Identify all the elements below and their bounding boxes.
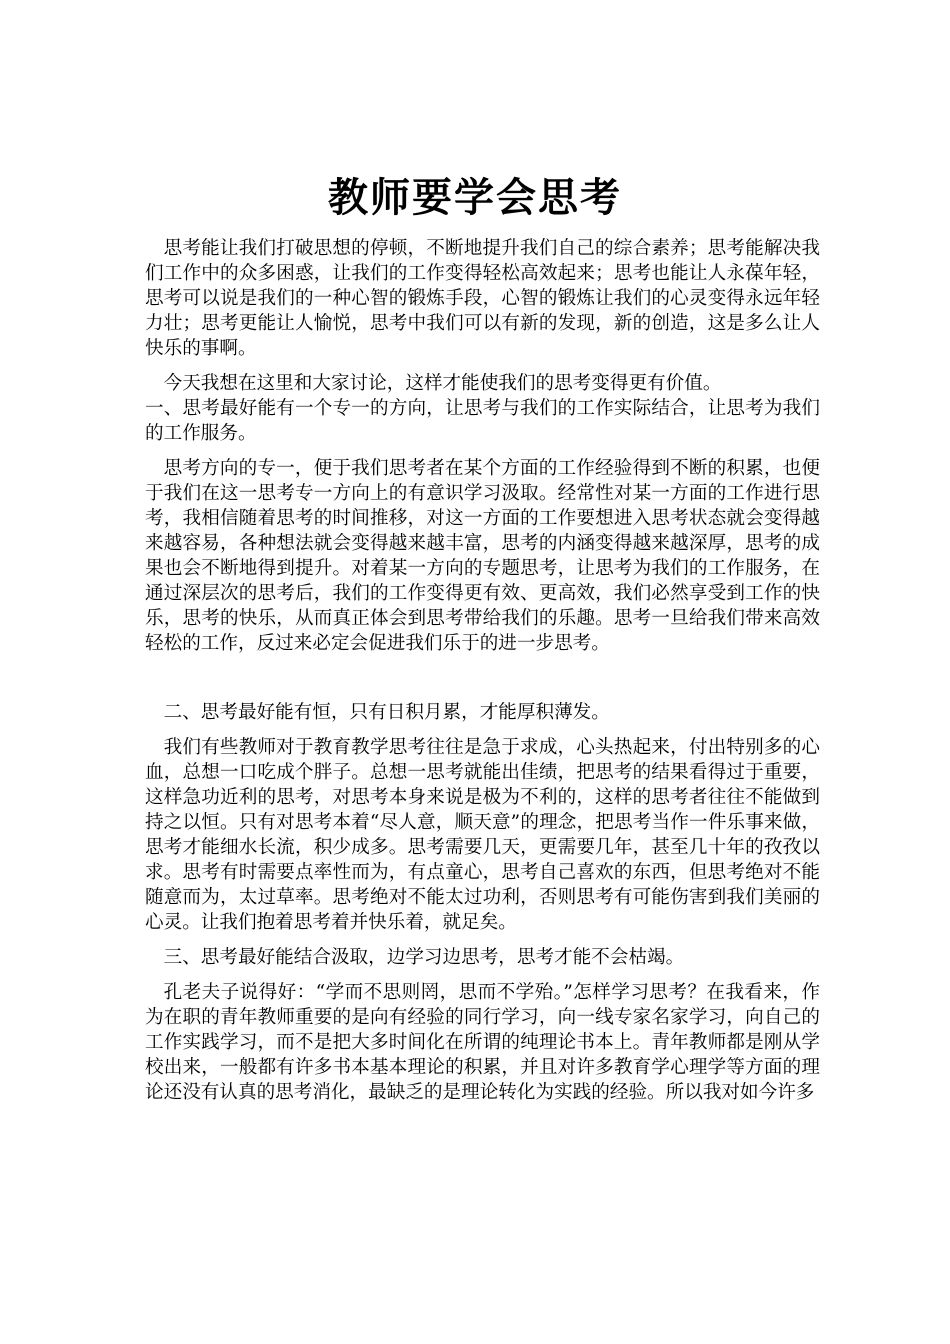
section-heading-3: 三、思考最好能结合汲取，边学习边思考，思考才能不会枯竭。 <box>163 947 685 968</box>
document-body <box>145 236 820 1115</box>
blank-gap <box>145 666 820 700</box>
paragraph-section-2: 我们有些教师对于教育教学思考往往是急于求成，心头热起来，付出特别多的心血，总想一口吃成个胖子。总想一思考就能出佳绩，把思考的结果看得过于重要，这样急功近利的思考，对思考本身来说是极为不利的，这样的思考者往往不能做到持之以恒。只有对思考本着“尽人意，顺天意”的理念，把思考当作一件乐事来做，思考才能细水长流，积少成多。思考需要几天，更需要几年，甚至几十年的孜孜以求。思考有时需要点率性而为，有点童心，思考自己喜欢的东西，但思考绝对不能随意而为，太过草率。思考绝对不能太过功利，否则思考有可能伤害到我们美丽的心灵。让我们抱着思考着并快乐着，就足矣。 <box>145 737 820 933</box>
document-title: 教师要学会思考 <box>328 174 622 221</box>
section-heading-2: 二、思考最好能有恒，只有日积月累，才能厚积薄发。 <box>163 702 610 723</box>
paragraph-section-3: 孔老夫子说得好：“学而不思则罔，思而不学殆。”怎样学习思考？在我看来，作为在职的青年教师重要的是向有经验的同行学习，向一线专家名家学习，向自己的工作实践学习，而不是把大多时间化在所谓的纯理论书本上。青年教师都是刚从学校出来，一般都有许多书本基本理论的积累，并且对许多教育学心理学等方面的理论还没有认真的思考消化，最缺乏的是理论转化为实践的经验。所以我对如今许多 <box>145 982 820 1103</box>
section-heading-1: 一、思考最好能有一个专一的方向，让思考与我们的工作实际结合，让思考为我们的工作服务。 <box>145 398 820 444</box>
paragraph-section-1: 思考方向的专一，便于我们思考者在某个方面的工作经验得到不断的积累，也便于我们在这一思考专一方向上的有意识学习汲取。经常性对某一方面的工作进行思考，我相信随着思考的时间推移，对这一方面的工作要想进入思考状态就会变得越来越容易，各种想法就会变得越来越丰富，思考的内涵变得越来越深厚，思考的成果也会不断地得到提升。对着某一方向的专题思考，让思考为我们的工作服务，在通过深层次的思考后，我们的工作变得更有效、更高效，我们必然享受到工作的快乐，思考的快乐，从而真正体会到思考带给我们的乐趣。思考一旦给我们带来高效轻松的工作，反过来必定会促进我们乐于的进一步思考。 <box>145 458 820 654</box>
paragraph-intro: 思考能让我们打破思想的停顿，不断地提升我们自己的综合素养；思考能解决我们工作中的众多困惑，让我们的工作变得轻松高效起来；思考也能让人永葆年轻，思考可以说是我们的一种心智的锻炼手段，心智的锻炼让我们的心灵变得永远年轻力壮；思考更能让人愉悦，思考中我们可以有新的发现，新的创造，这是多么让人快乐的事啊。 <box>145 238 820 359</box>
paragraph-discussion: 今天我想在这里和大家讨论，这样才能使我们的思考变得更有价值。 <box>163 373 722 394</box>
